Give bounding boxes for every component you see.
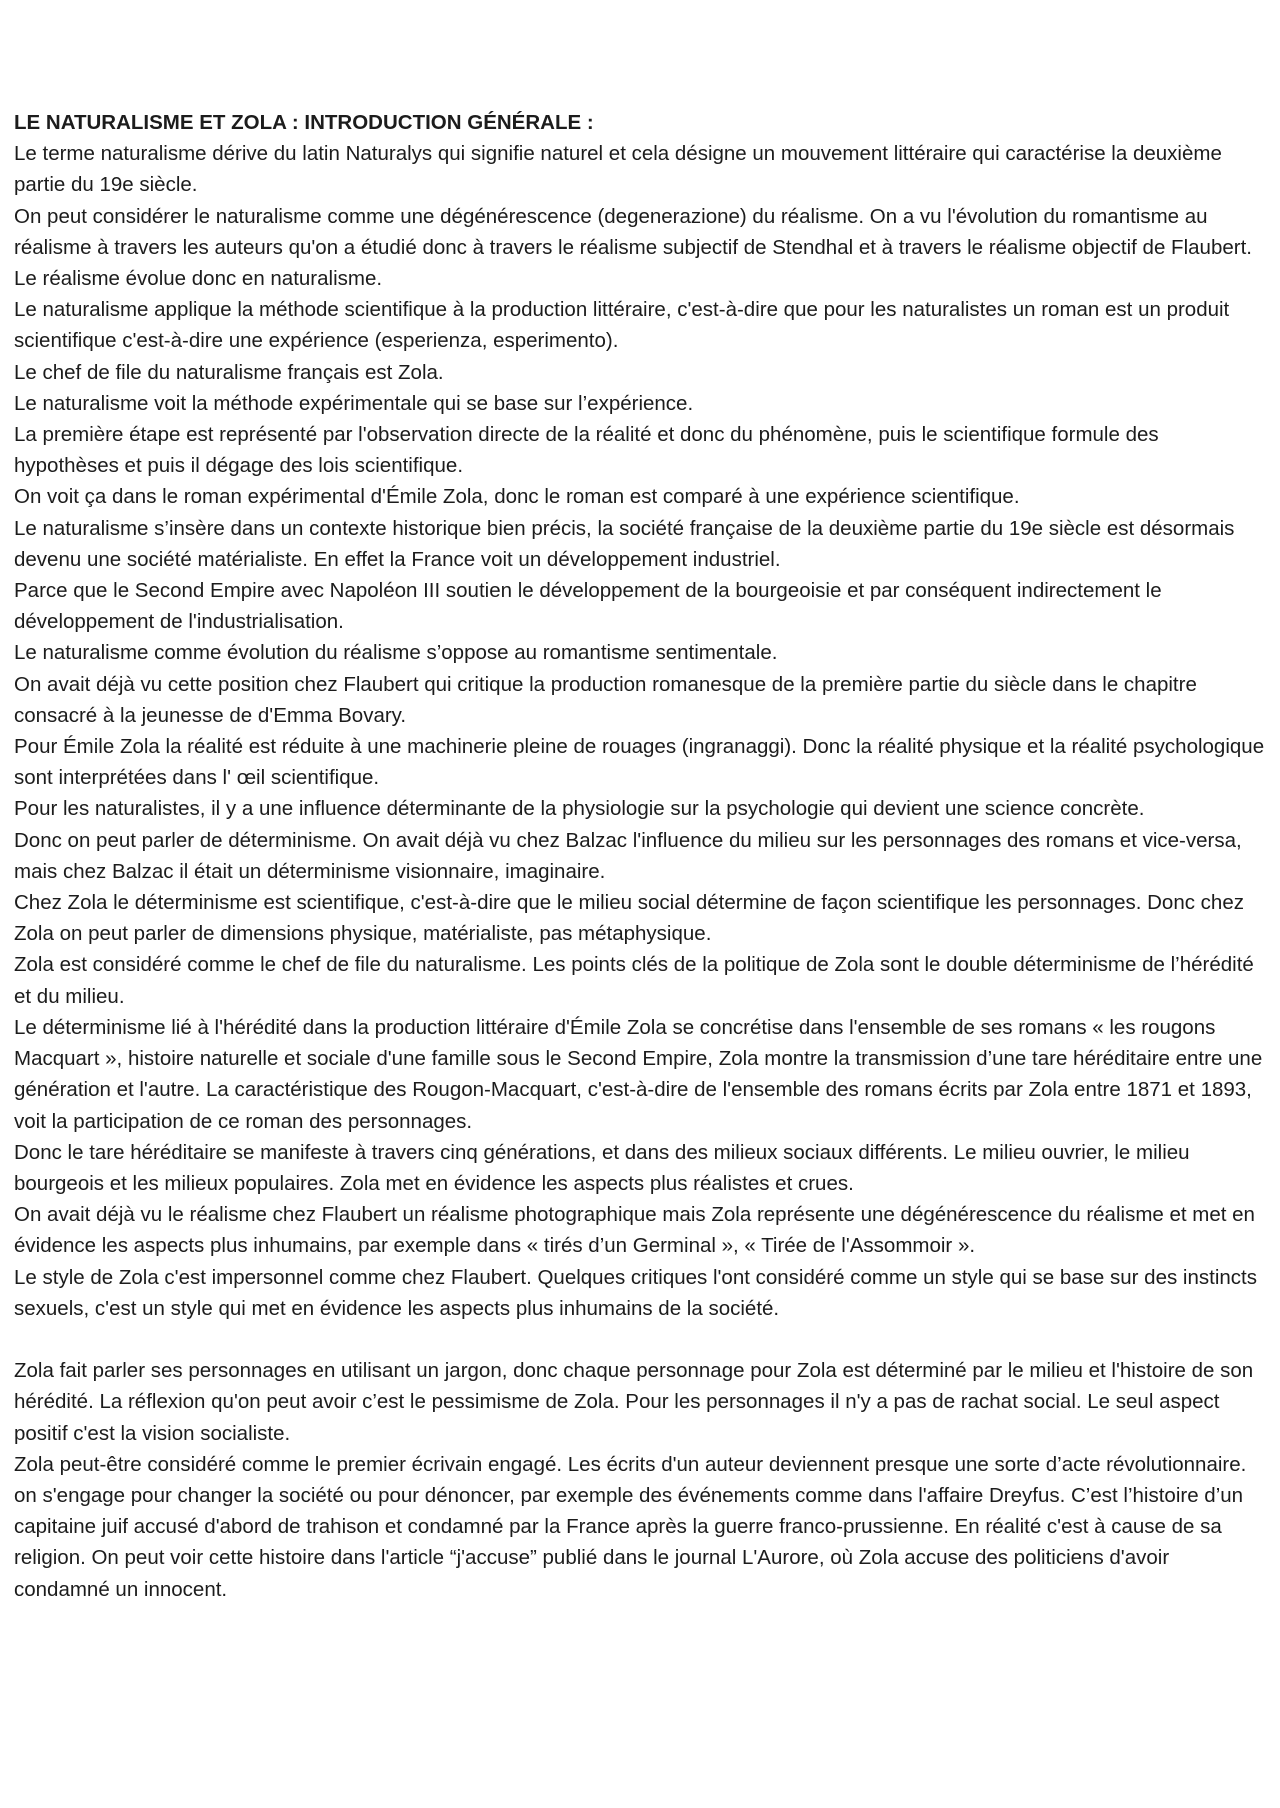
paragraph-cinq-generations: Donc le tare héréditaire se manifeste à travers cinq générations, et dans des milieux sociaux différents. Le milieu ouvrier, le milieu bourgeois et les milieux populaires. Zola met en évidence les aspects plus réalistes et crues. xyxy=(14,1140,1190,1195)
paragraph-determinisme-balzac: Donc on peut parler de déterminisme. On avait déjà vu chez Balzac l'influence du milieu sur les personnages des romans et vice-versa, mais chez Balzac il était un déterminisme visionnaire, imaginaire. xyxy=(14,828,1242,883)
paragraph-ecrivain-engage: Zola peut-être considéré comme le premier écrivain engagé. Les écrits d'un auteur deviennent presque une sorte d’acte révolutionnaire. on s'engage pour changer la société ou pour dénoncer, par exemple des événements comme dans l'affaire Dreyfus. C’est l’histoire d’un capitaine juif accusé d'abord de trahison et condamné par la France après la guerre franco-prussienne. En réalité c'est à cause de sa religion. On peut voir cette histoire dans l'article “j'accuse” publié dans le journal L'Aurore, où Zola accuse des politiciens d'avoir condamné un innocent. xyxy=(14,1452,1247,1601)
paragraph-chef-de-file: Le chef de file du naturalisme français est Zola. xyxy=(14,360,444,384)
paragraph-historical-context: Le naturalisme s’insère dans un contexte historique bien précis, la société française de la deuxième partie du 19e siècle est désormais devenu une société matérialiste. En effet la France voit un développement industriel. xyxy=(14,516,1235,571)
paragraph-realisme-photographique: On avait déjà vu le réalisme chez Flaubert un réalisme photographique mais Zola représente une dégénérescence du réalisme et met en évidence les aspects plus inhumains, par exemple dans « tirés d’un Germinal », « Tirée de l'Assommoir ». xyxy=(14,1203,1255,1258)
paragraph-jargon: Zola fait parler ses personnages en utilisant un jargon, donc chaque personnage pour Zola est déterminé par le milieu et l'histoire de son hérédité. La réflexion qu'on peut avoir c’est le pessimisme de Zola. Pour les personnages il n'y a pas de rachat social. Le seul aspect positif c'est la vision socialiste. xyxy=(14,1359,1254,1445)
paragraph-spacer xyxy=(14,1324,1266,1355)
paragraph-scientific-method: Le naturalisme applique la méthode scientifique à la production littéraire, c'est-à-dire que pour les naturalistes un roman est un produit scientifique c'est-à-dire une expérience (esperienza, esperimento). xyxy=(14,298,1230,353)
paragraph-machinerie: Pour Émile Zola la réalité est réduite à une machinerie pleine de rouages (ingranaggi). Donc la réalité physique et la réalité psychologique sont interprétées dans l' œil scientifique. xyxy=(14,735,1265,790)
paragraph-flaubert-bovary: On avait déjà vu cette position chez Flaubert qui critique la production romanesque de la première partie du siècle dans le chapitre consacré à la jeunesse de d'Emma Bovary. xyxy=(14,672,1197,727)
document-title: LE NATURALISME ET ZOLA : INTRODUCTION GÉNÉRALE : xyxy=(14,111,594,134)
paragraph-points-cles: Zola est considéré comme le chef de file du naturalisme. Les points clés de la politique de Zola sont le double déterminisme de l’hérédité et du milieu. xyxy=(14,953,1254,1008)
paragraph-first-step: La première étape est représenté par l'observation directe de la réalité et donc du phénomène, puis le scientifique formule des hypothèses et puis il dégage des lois scientifique. xyxy=(14,423,1159,478)
paragraph-second-empire: Parce que le Second Empire avec Napoléon III soutien le développement de la bourgeoisie et par conséquent indirectement le développement de l'industrialisation. xyxy=(14,579,1162,634)
paragraph-determinisme-zola: Chez Zola le déterminisme est scientifique, c'est-à-dire que le milieu social détermine de façon scientifique les personnages. Donc chez Zola on peut parler de dimensions physique, matérialiste, pas métaphysique. xyxy=(14,891,1244,946)
paragraph-experimental-method: Le naturalisme voit la méthode expérimentale qui se base sur l’expérience. xyxy=(14,391,694,415)
paragraph-opposition-romantisme: Le naturalisme comme évolution du réalisme s’oppose au romantisme sentimentale. xyxy=(14,641,778,665)
paragraph-etymology: Le terme naturalisme dérive du latin Naturalys qui signifie naturel et cela désigne un mouvement littéraire qui caractérise la deuxième partie du 19e siècle. xyxy=(14,142,1222,197)
paragraph-degeneration: On peut considérer le naturalisme comme une dégénérescence (degenerazione) du réalisme. On a vu l'évolution du romantisme au réalisme à travers les auteurs qu'on a étudié donc à travers le réalisme subjectif de Stendhal et à travers le réalisme objectif de Flaubert. Le réalisme évolue donc en naturalisme. xyxy=(14,204,1252,291)
paragraph-physiologie: Pour les naturalistes, il y a une influence déterminante de la physiologie sur la psychologie qui devient une science concrète. xyxy=(14,797,1145,821)
document-page xyxy=(14,107,1266,1605)
paragraph-roman-experimental: On voit ça dans le roman expérimental d'Émile Zola, donc le roman est comparé à une expérience scientifique. xyxy=(14,485,1020,509)
paragraph-rougon-macquart: Le déterminisme lié à l'hérédité dans la production littéraire d'Émile Zola se concrétise dans l'ensemble de ses romans « les rougons Macquart », histoire naturelle et sociale d'une famille sous le Second Empire, Zola montre la transmission d’une tare héréditaire entre une génération et l'autre. La caractéristique des Rougon-Macquart, c'est-à-dire de l'ensemble des romans écrits par Zola entre 1871 et 1893, voit la participation de ce roman des personnages. xyxy=(14,1015,1263,1133)
paragraph-style-zola: Le style de Zola c'est impersonnel comme chez Flaubert. Quelques critiques l'ont considéré comme un style qui se base sur des instincts sexuels, c'est un style qui met en évidence les aspects plus inhumains de la société. xyxy=(14,1265,1257,1320)
